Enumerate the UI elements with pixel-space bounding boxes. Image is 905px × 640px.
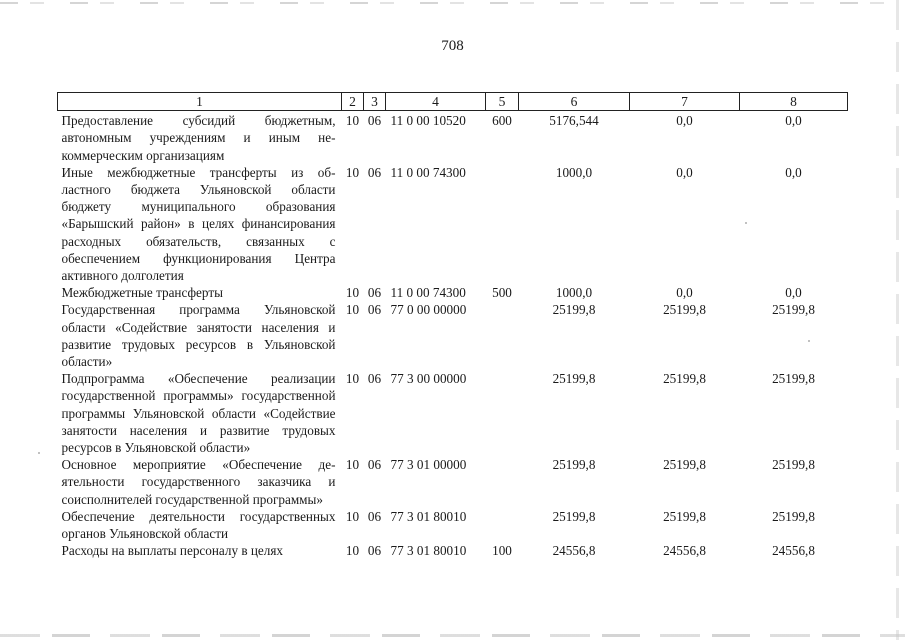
scan-speck — [808, 340, 810, 342]
target-article-code: 77 3 01 80010 — [390, 508, 467, 524]
scan-speck — [745, 222, 747, 224]
amount-col6: 24556,8 — [552, 543, 596, 559]
table-row — [58, 542, 848, 559]
amount-col7: 0,0 — [676, 285, 693, 301]
subsection-code: 06 — [367, 508, 382, 524]
table-row — [58, 508, 848, 542]
amount-col8: 25199,8 — [772, 508, 815, 524]
expense-name: Государственная программа Ульяновской области «Содействие занятости населения и развитие трудовых ресурсов в Ульяновской области» — [61, 302, 336, 370]
expense-type-code: 500 — [492, 285, 512, 301]
budget-table — [57, 92, 848, 559]
amount-col6: 1000,0 — [555, 164, 593, 180]
header-row — [58, 93, 848, 111]
section-code: 10 — [345, 508, 360, 524]
col-header-6: 6 — [519, 93, 630, 111]
col-header-3: 3 — [364, 93, 386, 111]
amount-col6: 1000,0 — [555, 285, 593, 301]
expense-type-code — [486, 301, 519, 370]
table-row — [58, 370, 848, 456]
expense-name: Межбюджетные трансферты — [61, 285, 223, 301]
amount-col7: 0,0 — [676, 164, 693, 180]
amount-col8: 25199,8 — [772, 302, 815, 318]
expense-type-code — [486, 508, 519, 542]
scan-edge-top — [0, 2, 905, 4]
amount-col6: 25199,8 — [552, 371, 596, 387]
amount-col8: 24556,8 — [772, 543, 815, 559]
table-row — [58, 284, 848, 301]
amount-col8: 25199,8 — [772, 457, 815, 473]
subsection-code: 06 — [367, 543, 382, 559]
amount-col6: 25199,8 — [552, 302, 596, 318]
scan-edge-bottom — [0, 634, 905, 637]
expense-type-code — [486, 456, 519, 508]
expense-name: Обеспечение деятельности государственных органов Ульяновской области — [61, 508, 336, 542]
col-header-8: 8 — [740, 93, 848, 111]
target-article-code: 77 3 01 80010 — [390, 543, 467, 559]
expense-name: Предоставление субсидий бюджетным, автономным учреждениям и иным некоммерческим организациям — [61, 113, 336, 163]
expense-type-code: 600 — [492, 113, 512, 129]
amount-col7: 25199,8 — [663, 302, 706, 318]
col-header-5: 5 — [486, 93, 519, 111]
target-article-code: 77 3 01 00000 — [390, 457, 467, 473]
page-number: 708 — [441, 38, 464, 54]
amount-col8: 0,0 — [785, 113, 802, 129]
section-code: 10 — [345, 371, 360, 387]
target-article-code: 77 0 00 00000 — [390, 302, 467, 318]
amount-col7: 24556,8 — [663, 543, 706, 559]
scan-speck — [38, 452, 40, 454]
expense-name: Иные межбюджетные трансферты из областного бюджета Ульяновской области бюджету муниципального образования «Барышский район» в целях финансирования расходных обязательств, связанных с обеспечением функционирования Центра активного долголетия — [61, 164, 336, 284]
expense-name: Основное мероприятие «Обеспечение деятельности государственного заказчика и соисполнителей государственной программы» — [61, 457, 336, 507]
subsection-code: 06 — [367, 302, 382, 318]
section-code: 10 — [345, 457, 360, 473]
expense-type-code — [486, 164, 519, 284]
section-code: 10 — [345, 302, 360, 318]
amount-col8: 0,0 — [785, 164, 802, 180]
subsection-code: 06 — [367, 371, 382, 387]
section-code: 10 — [345, 543, 360, 559]
target-article-code: 11 0 00 74300 — [390, 285, 466, 301]
subsection-code: 06 — [367, 164, 382, 180]
target-article-code: 77 3 00 00000 — [390, 371, 467, 387]
table-row — [58, 164, 848, 284]
col-header-2: 2 — [342, 93, 364, 111]
table-row — [58, 111, 848, 164]
subsection-code: 06 — [367, 457, 382, 473]
amount-col6: 25199,8 — [552, 457, 596, 473]
col-header-1: 1 — [58, 93, 342, 111]
section-code: 10 — [345, 113, 360, 129]
amount-col7: 25199,8 — [663, 508, 706, 524]
expense-type-code — [486, 370, 519, 456]
target-article-code: 11 0 00 74300 — [390, 164, 466, 180]
amount-col8: 0,0 — [785, 285, 802, 301]
scan-edge-right — [896, 0, 899, 640]
expense-name: Расходы на выплаты персоналу в целях — [61, 543, 284, 559]
expense-type-code: 100 — [492, 543, 512, 559]
section-code: 10 — [345, 285, 360, 301]
amount-col7: 25199,8 — [663, 371, 706, 387]
amount-col8: 25199,8 — [772, 371, 815, 387]
target-article-code: 11 0 00 10520 — [390, 113, 466, 129]
expense-name: Подпрограмма «Обеспечение реализации государственной программы» государственной программы Ульяновской области «Содействие занятости населения и развитие трудовых ресурсов в Ульяновской области» — [61, 371, 336, 456]
amount-col6: 25199,8 — [552, 508, 596, 524]
subsection-code: 06 — [367, 113, 382, 129]
amount-col7: 25199,8 — [663, 457, 706, 473]
amount-col7: 0,0 — [676, 113, 693, 129]
col-header-7: 7 — [630, 93, 740, 111]
section-code: 10 — [345, 164, 360, 180]
amount-col6: 5176,544 — [549, 113, 599, 129]
col-header-4: 4 — [386, 93, 486, 111]
table-row — [58, 456, 848, 508]
subsection-code: 06 — [367, 285, 382, 301]
table-row — [58, 301, 848, 370]
